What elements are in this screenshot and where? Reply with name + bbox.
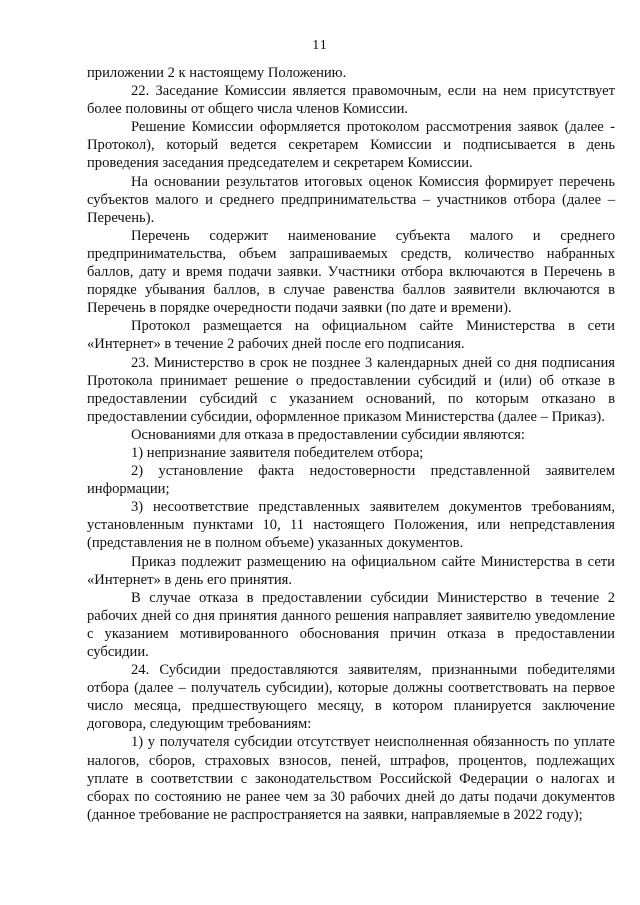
paragraph-list-formation: На основании результатов итоговых оценок Комиссия формирует перечень субъектов малого и среднего предпринимательства – участников отбора (далее – Перечень). xyxy=(87,173,615,226)
paragraph-continuation: приложении 2 к настоящему Положению. xyxy=(87,65,347,81)
paragraph-protocol-decision: Решение Комиссии оформляется протоколом рассмотрения заявок (далее - Протокол), который ведется секретарем Комиссии и подписывается в день проведения заседания председателем и секретарем Комиссии. xyxy=(87,119,615,172)
paragraph-refusal-notification: В случае отказа в предоставлении субсидии Министерство в течение 2 рабочих дней со дня принятия данного решения направляет заявителю уведомление с указанием мотивированного обоснования причин отказа в предоставлении субсидии. xyxy=(87,589,615,660)
page-number: 11 xyxy=(312,38,328,53)
paragraph-refusal-ground-2: 2) установление факта недостоверности представленной заявителем информации; xyxy=(87,463,615,498)
paragraph-23-decision: 23. Министерство в срок не позднее 3 календарных дней со дня подписания Протокола принимает решение о предоставлении субсидий и (или) об отказе в предоставлении субсидий с указанием оснований, по которым отказано в предоставлении субсидии, оформленное приказом Министерства (далее – Приказ). xyxy=(87,354,615,425)
paragraph-list-contents: Перечень содержит наименование субъекта малого и среднего предпринимательства, объем запрашиваемых средств, количество набранных баллов, дату и время подачи заявки. Участники отбора включаются в Перечень в порядке убывания баллов, в случае равенства баллов заявители включаются в Перечень в порядке очередности подачи заявки (по дате и времени). xyxy=(87,227,615,317)
paragraph-requirement-1: 1) у получателя субсидии отсутствует неисполненная обязанность по уплате налогов, сборов, страховых взносов, пеней, штрафов, процентов, подлежащих уплате в соответствии с законодательством Российской Федерации о налогах и сборах по состоянию не ранее чем за 30 рабочих дней до даты подачи документов (данное требование не распространяется на заявки, направляемые в 2022 году); xyxy=(87,734,615,823)
paragraph-refusal-ground-3: 3) несоответствие представленных заявителем документов требованиям, установленным пунктами 10, 11 настоящего Положения, или непредставления (представления не в полном объеме) указанных документов. xyxy=(87,499,615,552)
document-body xyxy=(87,64,615,824)
paragraph-refusal-ground-1: 1) непризнание заявителя победителем отбора; xyxy=(131,444,424,461)
paragraph-order-publication: Приказ подлежит размещению на официальном сайте Министерства в сети «Интернет» в день его принятия. xyxy=(87,553,615,588)
paragraph-24-requirements: 24. Субсидии предоставляются заявителям, признанными победителями отбора (далее – получатель субсидии), которые должны соответствовать на первое число месяца, предшествующего месяцу, в котором планируется заключение договора, следующим требованиям: xyxy=(87,662,615,733)
paragraph-22-quorum: 22. Заседание Комиссии является правомочным, если на нем присутствует более половины от общего числа членов Комиссии. xyxy=(87,83,615,118)
paragraph-refusal-grounds-heading: Основаниями для отказа в предоставлении субсидии являются: xyxy=(131,426,525,443)
paragraph-protocol-publication: Протокол размещается на официальном сайте Министерства в сети «Интернет» в течение 2 рабочих дней после его подписания. xyxy=(87,318,615,353)
